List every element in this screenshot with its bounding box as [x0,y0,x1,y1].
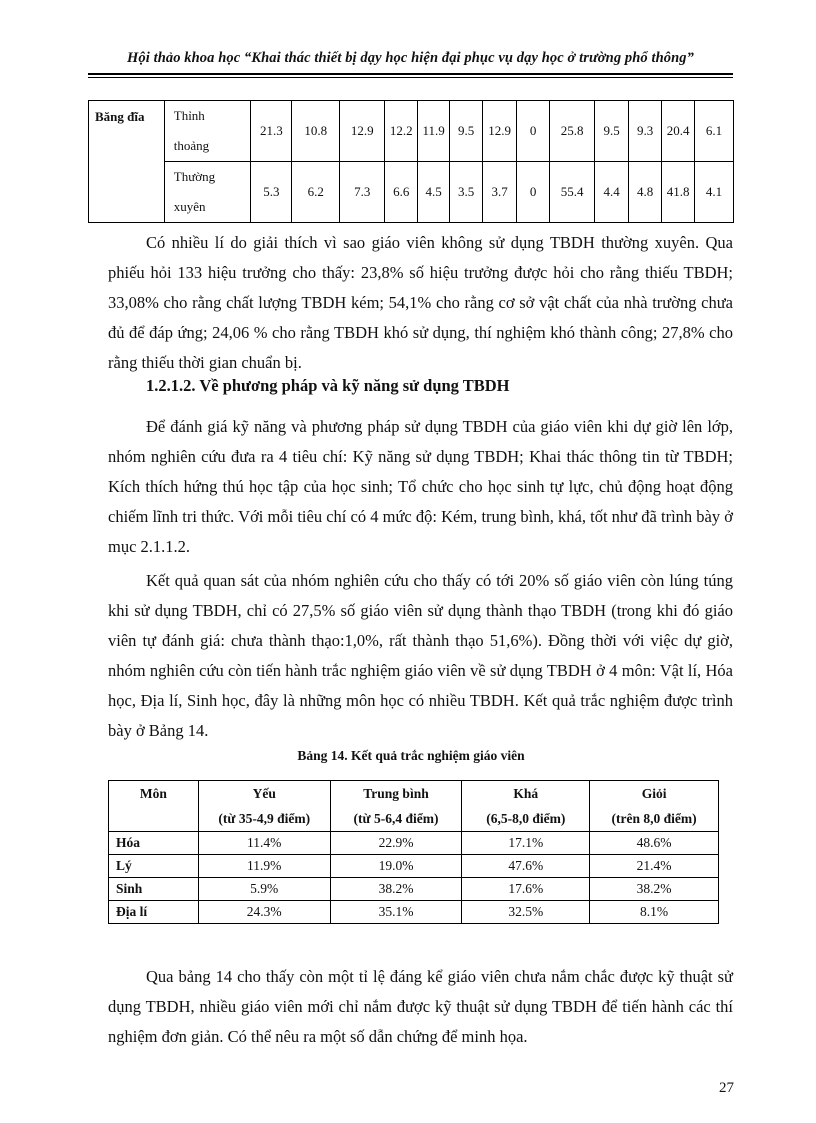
value-cell: 6.1 [694,101,733,162]
header-cell [330,781,462,832]
value-cell: 4.8 [628,162,662,223]
value-cell: 0 [517,101,549,162]
value-cell: 7.3 [340,162,385,223]
value-cell: 38.2% [590,878,719,901]
table-row [109,901,719,924]
value-cell: 20.4 [662,101,694,162]
value-cell: 4.4 [595,162,629,223]
header-text: Khá [513,786,539,801]
value-cell: 12.9 [340,101,385,162]
value-cell: 35.1% [330,901,462,924]
value-cell: 17.6% [462,878,590,901]
paragraph [108,566,733,746]
header-text: Môn [139,786,167,801]
section-heading: 1.2.1.2. Về phương pháp và kỹ năng sử dụng TBDH [146,376,510,395]
paragraph-text: Có nhiều lí do giải thích vì sao giáo viên không sử dụng TBDH thường xuyên. Qua phiếu hỏi 133 hiệu trưởng cho thấy: 23,8% số hiệu trưởng được hỏi cho rằng thiếu TBDH; 33,08% cho rằng chất lượng TBDH kém; 54,1% cho rằng cơ sở vật chất của nhà trường chưa đủ để đáp ứng; 24,06 % cho rằng TBDH khó sử dụng, thí nghiệm khó thành công; 27,8% cho rằng thiếu thời gian chuẩn bị. [108,233,733,372]
category-cell: Băng đĩa [89,101,165,223]
subject-cell: Lý [109,855,199,878]
table-row [89,101,734,162]
paragraph-text: Kết quả quan sát của nhóm nghiên cứu cho thấy có tới 20% số giáo viên còn lúng túng khi sử dụng TBDH, chỉ có 27,5% số giáo viên sử dụng thành thạo TBDH (trong khi đó giáo viên tự đánh giá: chưa thành thạo:1,0%, rất thành thạo 51,6%). Đồng thời với việc dự giờ, nhóm nghiên cứu còn tiến hành trắc nghiệm giáo viên về sử dụng TBDH ở 4 môn: Vật lí, Hóa học, Địa lí, Sinh học, đây là những môn học có nhiều TBDH. Kết quả trắc nghiệm được trình bày ở Bảng 14. [108,571,733,740]
header-cell [109,781,199,832]
value-cell: 5.3 [251,162,292,223]
level-line: Thường [173,169,216,184]
value-cell: 24.3% [198,901,330,924]
value-cell: 9.5 [595,101,629,162]
value-cell: 11.9 [417,101,449,162]
value-cell: 21.4% [590,855,719,878]
paragraph [108,412,733,562]
paragraph [108,962,733,1052]
header-row [109,781,719,832]
running-header: Hội thảo khoa học “Khai thác thiết bị dạy học hiện đại phục vụ dạy học ở trường phổ thông” [126,50,694,66]
paragraph-text: Qua bảng 14 cho thấy còn một tỉ lệ đáng kể giáo viên chưa nắm chắc được kỹ thuật sử dụng TBDH, nhiều giáo viên mới chỉ nắm được kỹ thuật sử dụng TBDH để tiến hành các thí nghiệm đơn giản. Có thể nêu ra một số dẫn chứng để minh họa. [108,967,733,1046]
value-cell: 17.1% [462,832,590,855]
value-cell: 47.6% [462,855,590,878]
value-cell: 8.1% [590,901,719,924]
level-cell [164,101,251,162]
page-number: 27 [719,1080,734,1096]
subject-cell: Sinh [109,878,199,901]
continued-table [88,100,734,223]
header-rule-thick [88,73,733,75]
value-cell: 21.3 [251,101,292,162]
table-row [109,878,719,901]
level-line: thoảng [173,138,210,153]
value-cell: 0 [517,162,549,223]
subject-cell: Địa lí [109,901,199,924]
table-row [89,162,734,223]
value-cell: 38.2% [330,878,462,901]
value-cell: 3.5 [450,162,482,223]
value-cell: 41.8 [662,162,694,223]
header-text: Trung bình [363,786,429,801]
value-cell: 25.8 [549,101,594,162]
header-cell [198,781,330,832]
value-cell: 12.9 [482,101,517,162]
header-cell [590,781,719,832]
value-cell: 9.5 [450,101,482,162]
value-cell: 11.9% [198,855,330,878]
value-cell: 11.4% [198,832,330,855]
value-cell: 4.5 [417,162,449,223]
value-cell: 10.8 [292,101,340,162]
value-cell: 5.9% [198,878,330,901]
value-cell: 3.7 [482,162,517,223]
header-subtext: (trên 8,0 điểm) [611,811,697,826]
value-cell: 48.6% [590,832,719,855]
header-cell [462,781,590,832]
value-cell: 22.9% [330,832,462,855]
table-row [109,832,719,855]
value-cell: 9.3 [628,101,662,162]
value-cell: 6.2 [292,162,340,223]
value-cell: 6.6 [385,162,417,223]
results-table [108,780,719,924]
value-cell: 32.5% [462,901,590,924]
subject-cell: Hóa [109,832,199,855]
value-cell: 19.0% [330,855,462,878]
header-rule-thin [88,77,733,78]
level-cell [164,162,251,223]
header-subtext: (từ 5-6,4 điểm) [353,811,439,826]
table-row [109,855,719,878]
header-subtext: (từ 35-4,9 điểm) [218,811,311,826]
table-caption: Bảng 14. Kết quả trắc nghiệm giáo viên [297,748,525,763]
value-cell: 4.1 [694,162,733,223]
value-cell: 12.2 [385,101,417,162]
header-subtext: (6,5-8,0 điểm) [486,811,566,826]
header-text: Yếu [252,786,276,801]
level-line: xuyên [173,199,206,214]
value-cell: 55.4 [549,162,594,223]
paragraph-text: Để đánh giá kỹ năng và phương pháp sử dụng TBDH của giáo viên khi dự giờ lên lớp, nhóm nghiên cứu đưa ra 4 tiêu chí: Kỹ năng sử dụng TBDH; Khai thác thông tin từ TBDH; Kích thích hứng thú học tập của học sinh; Tổ chức cho học sinh tự lực, chủ động hoạt động chiếm lĩnh tri thức. Với mỗi tiêu chí có 4 mức độ: Kém, trung bình, khá, tốt như đã trình bày ở mục 2.1.1.2. [108,417,733,556]
paragraph [108,228,733,378]
header-text: Giỏi [641,786,667,801]
level-line: Thỉnh [173,108,205,123]
